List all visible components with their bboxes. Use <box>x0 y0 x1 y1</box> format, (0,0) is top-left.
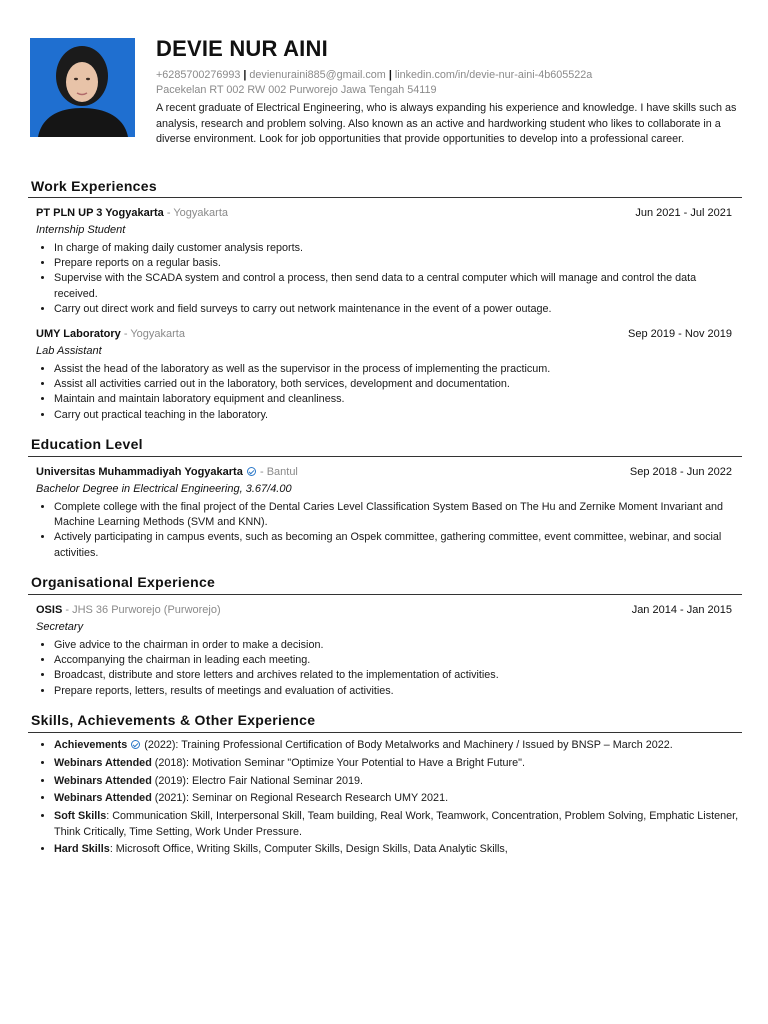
skill-text: (2018): Motivation Seminar "Optimize Your Potential to Have a Bright Future". <box>154 756 525 769</box>
contact-separator: | <box>243 69 247 81</box>
skill-item <box>54 774 742 790</box>
list-item: • Prepare reports on a regular basis. <box>54 256 732 271</box>
list-item: • Assist the head of the laboratory as well as the supervisor in the process of implementing the practicum. <box>54 362 732 377</box>
job-role: Lab Assistant <box>36 345 102 357</box>
skill-item <box>54 738 742 754</box>
achievement-list <box>36 500 732 561</box>
list-item: • Give advice to the chairman in order to make a decision. <box>54 638 732 653</box>
contact-line <box>156 68 756 82</box>
organization-name: PT PLN UP 3 Yogyakarta <box>36 207 164 219</box>
phone-number: +6285700276993 <box>156 69 241 81</box>
list-item: • Actively participating in campus events, such as becoming an Ospek committee, gathering committee, event committee, webinar, and social activities. <box>54 530 732 560</box>
organization-name: UMY Laboratory <box>36 328 121 340</box>
organization-name: OSIS <box>36 604 63 616</box>
skill-text: : Microsoft Office, Writing Skills, Computer Skills, Design Skills, Data Analytic Skills, <box>109 843 508 856</box>
verified-check-icon <box>247 467 256 476</box>
linkedin-link[interactable]: linkedin.com/in/devie-nur-aini-4b605522a <box>394 69 593 81</box>
organisation-entry-osis: OSIS - JHS 36 Purworejo (Purworejo) Jan 2014 - Jan 2015 Secretary • Give advice to the chairman in order to make a decision. • Accompanying the chairman in leading each meeting. • Broadcast, distribute and store letters and archives related to the implementation of activities. • Prepare reports, letters, results of meetings and evaluation of activities. <box>36 603 732 699</box>
list-item: • Prepare reports, letters, results of meetings and evaluation of activities. <box>54 684 732 699</box>
skill-text: (2021): Seminar on Regional Research Research UMY 2021. <box>154 792 449 805</box>
skill-text: (2022): Training Professional Certification of Body Metalworks and Machinery / Issued by BNSP – March 2022. <box>144 739 673 751</box>
skills-list <box>36 738 742 860</box>
skill-label: Webinars Attended <box>54 792 152 805</box>
date-range: Jun 2021 - Jul 2021 <box>635 207 732 219</box>
skill-item <box>54 756 742 772</box>
skill-label: Hard Skills <box>54 843 110 856</box>
section-divider <box>28 197 742 198</box>
date-range: Sep 2019 - Nov 2019 <box>628 328 732 340</box>
date-range: Jan 2014 - Jan 2015 <box>631 604 732 616</box>
skill-text: (2019): Electro Fair National Seminar 2019. <box>154 774 364 787</box>
education-entry-umy: Universitas Muhammadiyah Yogyakarta - Bantul Sep 2018 - Jun 2022 Bachelor Degree in Electrical Engineering, 3.67/4.00 • Complete college with the final project of the Dental Caries Level Classification System Based on The Hu and Zernike Moment Invariant and Machine Learning Methods (SVM and KNN). • Actively participating in campus events, such as becoming an Ospek committee, gathering committee, event committee, webinar, and social activities. <box>36 465 732 561</box>
skill-item <box>54 842 742 858</box>
skill-item <box>54 809 742 840</box>
email-link[interactable]: devienuraini885@gmail.com <box>249 69 386 81</box>
list-item: • In charge of making daily customer analysis reports. <box>54 241 732 256</box>
section-divider <box>28 594 742 595</box>
section-title-organisation: Organisational Experience <box>31 574 216 590</box>
section-title-work: Work Experiences <box>31 178 157 194</box>
profile-summary: A recent graduate of Electrical Engineering, who is always expanding his experience and knowledge. I have skills such as analysis, research and problem solving. Also known as an active and hardworking student who likes to collaborate in a diverse environment. Look for job opportunities that provide opportunities to develop into a professional career. <box>156 102 737 145</box>
organization-name: Universitas Muhammadiyah Yogyakarta <box>36 466 243 478</box>
responsibility-list <box>36 638 732 699</box>
location: Yogyakarta <box>173 207 228 219</box>
skill-text: : Communication Skill, Interpersonal Skill, Team building, Real Work, Teamwork, Concentration, Problem Solving, Emphatic Listener, Think Critically, Time Setting, Work Under Pressure. <box>54 810 739 838</box>
skill-label: Soft Skills <box>54 810 107 823</box>
section-divider <box>28 456 742 457</box>
job-role: Internship Student <box>36 224 126 236</box>
section-title-education: Education Level <box>31 436 143 452</box>
job-role: Secretary <box>36 621 84 633</box>
location: Bantul <box>266 466 298 478</box>
list-item: • Accompanying the chairman in leading each meeting. <box>54 653 732 668</box>
candidate-name: DEVIE NUR AINI <box>156 36 328 61</box>
address: Pacekelan RT 002 RW 002 Purworejo Jawa Tengah 54119 <box>156 84 437 96</box>
date-range: Sep 2018 - Jun 2022 <box>629 466 732 478</box>
verified-check-icon <box>131 740 140 749</box>
list-item: • Complete college with the final project of the Dental Caries Level Classification System Based on The Hu and Zernike Moment Invariant and Machine Learning Methods (SVM and KNN). <box>54 500 732 530</box>
work-entry-pln: PT PLN UP 3 Yogyakarta - Yogyakarta Jun 2021 - Jul 2021 Internship Student • In charge of making daily customer analysis reports. • Prepare reports on a regular basis. • Supervise with the SCADA system and control a process, then send data to a central computer which will manage and control the data received. • Carry out direct work and field surveys to carry out network maintenance in the event of a power outage. <box>36 206 732 317</box>
responsibility-list <box>36 241 732 317</box>
work-entry-umy-lab: UMY Laboratory - Yogyakarta Sep 2019 - Nov 2019 Lab Assistant • Assist the head of the laboratory as well as the supervisor in the process of implementing the practicum. • Assist all activities carried out in the laboratory, both services, development and documentation. • Maintain and maintain laboratory equipment and cleanliness. • Carry out practical teaching in the laboratory. <box>36 327 732 423</box>
list-item: • Carry out practical teaching in the laboratory. <box>54 408 732 423</box>
list-item: • Broadcast, distribute and store letters and archives related to the implementation of activities. <box>54 668 732 683</box>
skill-label: Webinars Attended <box>54 756 152 769</box>
list-item: • Carry out direct work and field surveys to carry out network maintenance in the event of a power outage. <box>54 302 732 317</box>
section-title-skills: Skills, Achievements & Other Experience <box>31 712 316 728</box>
location: JHS 36 Purworejo (Purworejo) <box>72 604 221 616</box>
list-item: • Supervise with the SCADA system and control a process, then send data to a central computer which will manage and control the data received. <box>54 271 732 301</box>
skill-label: Achievements <box>54 739 128 751</box>
location: Yogyakarta <box>130 328 185 340</box>
section-divider <box>28 732 742 733</box>
list-item: • Assist all activities carried out in the laboratory, both services, development and documentation. <box>54 377 732 392</box>
list-item: • Maintain and maintain laboratory equipment and cleanliness. <box>54 392 732 407</box>
degree: Bachelor Degree in Electrical Engineering, 3.67/4.00 <box>36 483 292 495</box>
skill-label: Webinars Attended <box>54 774 152 787</box>
responsibility-list <box>36 362 732 423</box>
contact-separator: | <box>388 69 392 81</box>
skill-item <box>54 791 742 807</box>
profile-photo <box>30 38 135 137</box>
